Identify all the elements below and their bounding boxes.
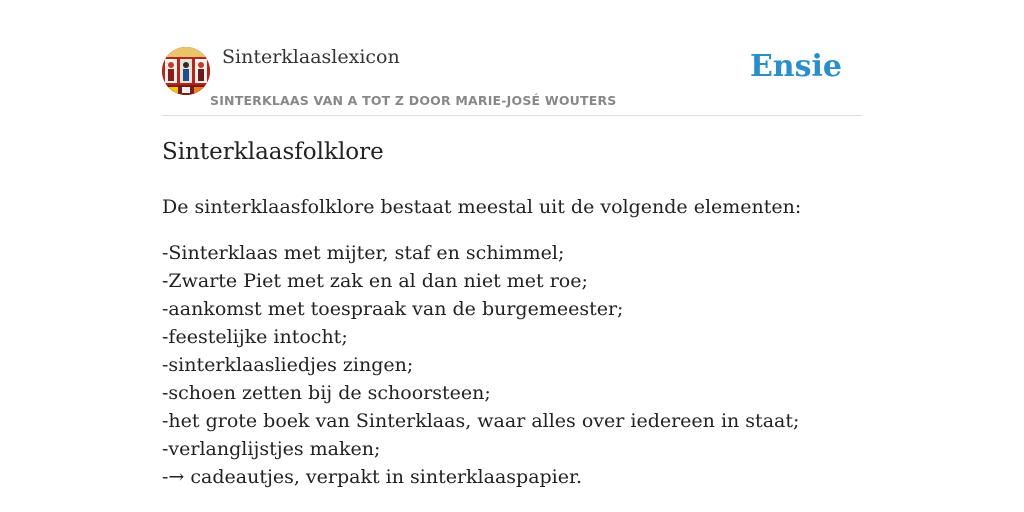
page-title: Sinterklaasfolklore (162, 139, 384, 165)
sinterklaas-collage-icon (162, 47, 210, 95)
site-avatar[interactable] (162, 47, 210, 95)
site-header (162, 0, 862, 116)
list-item: -schoen zetten bij de schoorsteen; (162, 382, 491, 404)
ensie-logo-link[interactable]: Ensie (749, 49, 842, 84)
list-item: -Zwarte Piet met zak en al dan niet met roe; (162, 270, 588, 292)
list-item: -→ cadeautjes, verpakt in sinterklaaspapier. (162, 466, 583, 488)
list-item: -sinterklaasliedjes zingen; (162, 354, 414, 376)
list-item: -Sinterklaas met mijter, staf en schimmel; (162, 242, 565, 264)
site-subtitle: SINTERKLAAS VAN A TOT Z DOOR MARIE-JOSÉ WOUTERS (210, 93, 617, 108)
folklore-list (162, 239, 799, 491)
site-name[interactable]: Sinterklaaslexicon (222, 46, 400, 68)
list-item: -verlanglijstjes maken; (162, 438, 381, 460)
list-item: -aankomst met toespraak van de burgemeester; (162, 298, 624, 320)
list-item: -het grote boek van Sinterklaas, waar alles over iedereen in staat; (162, 410, 800, 432)
page-container (162, 0, 862, 488)
list-item: -feestelijke intocht; (162, 326, 348, 348)
article-intro: De sinterklaasfolklore bestaat meestal uit de volgende elementen: (162, 196, 802, 218)
